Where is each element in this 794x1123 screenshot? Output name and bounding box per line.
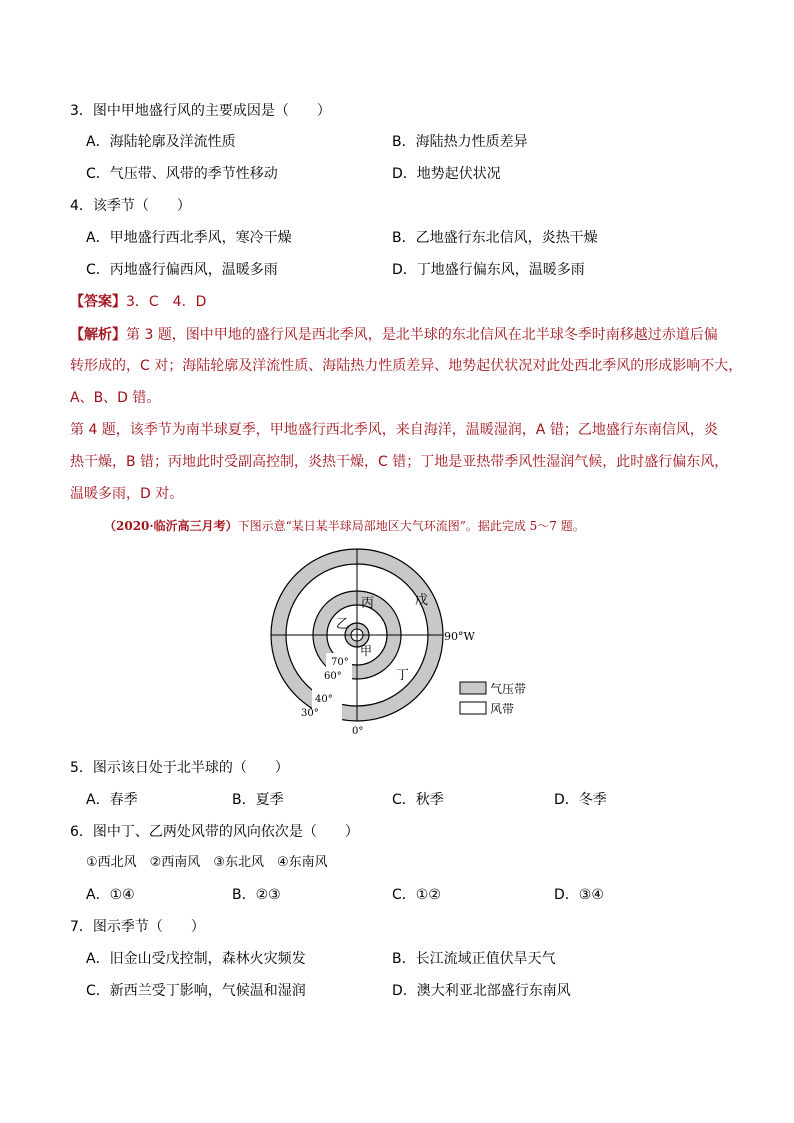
legend-wind-label: 风带	[490, 702, 515, 716]
q6-option-c[interactable]: C．①②	[392, 887, 441, 903]
label-lat60: 60°	[324, 671, 342, 682]
q7-stem: 7．图示季节（ ）	[70, 919, 205, 935]
q3-option-c[interactable]: C．气压带、风带的季节性移动	[86, 166, 278, 182]
analysis-p1-line2: 转形成的，C 对；海陆轮廓及洋流性质、海陆热力性质差异、地势起伏状况对此处西北季风的形成影响不大，	[70, 358, 743, 374]
q6-option-a[interactable]: A．①④	[86, 887, 135, 903]
q3-option-d[interactable]: D．地势起伏状况	[392, 166, 501, 182]
label-wu: 戊	[415, 593, 429, 608]
answer-label: 【答案】	[70, 294, 126, 310]
q6-option-b[interactable]: B．②③	[232, 887, 281, 903]
q5-option-a[interactable]: A．春季	[86, 792, 138, 808]
analysis-p1-line1: 第 3 题，图中甲地的盛行风是西北季风，是北半球的东北信风在北半球冬季时南移越过赤道后偏	[126, 327, 718, 343]
q3-option-b[interactable]: B．海陆热力性质差异	[392, 134, 528, 150]
answer-text: 3．C 4．D	[126, 294, 207, 310]
q4-option-c[interactable]: C．丙地盛行偏西风，温暖多雨	[86, 262, 278, 278]
q7-option-a[interactable]: A．旧金山受戊控制，森林火灾频发	[86, 951, 306, 967]
q4-option-a[interactable]: A．甲地盛行西北季风，寒冷干燥	[86, 230, 292, 246]
section-intro	[104, 516, 585, 536]
q7-option-c[interactable]: C．新西兰受丁影响，气候温和湿润	[86, 983, 306, 999]
q4-option-d[interactable]: D．丁地盛行偏东风，温暖多雨	[392, 262, 585, 278]
circulation-diagram	[260, 548, 560, 748]
label-lat0: 0°	[352, 726, 364, 737]
label-lat30: 30°	[301, 708, 319, 719]
label-jia: 甲	[360, 644, 373, 658]
label-ding: 丁	[396, 668, 410, 683]
q7-option-d[interactable]: D．澳大利亚北部盛行东南风	[392, 983, 571, 999]
label-yi: 乙	[336, 617, 350, 632]
legend-pressure-swatch	[460, 682, 486, 694]
legend-wind-swatch	[460, 702, 486, 714]
label-lat70: 70°	[331, 657, 349, 668]
answer-line	[70, 292, 206, 312]
q6-options-list: ①西北风 ②西南风 ③东北风 ④东南风	[86, 855, 328, 870]
analysis-p2-line1: 第 4 题，该季节为南半球夏季，甲地盛行西北季风，来自海洋，温暖湿润，A 错；乙地盛行东南信风，炎	[70, 422, 718, 438]
q7-option-b[interactable]: B．长江流域正值伏旱天气	[392, 951, 556, 967]
q5-option-d[interactable]: D．冬季	[554, 792, 607, 808]
q3-stem: 3．图中甲地盛行风的主要成因是（ ）	[70, 103, 331, 119]
q3-option-a[interactable]: A．海陆轮廓及洋流性质	[86, 134, 236, 150]
q6-stem: 6．图中丁、乙两处风带的风向依次是（ ）	[70, 824, 359, 840]
intro-source: （2020·临沂高三月考）	[104, 519, 238, 533]
analysis-p2-line3: 温暖多雨，D 对。	[70, 486, 184, 502]
q5-stem: 5．图示该日处于北半球的（ ）	[70, 760, 289, 776]
q5-option-c[interactable]: C．秋季	[392, 792, 444, 808]
legend-pressure-label: 气压带	[490, 682, 527, 696]
analysis-label: 【解析】	[70, 327, 126, 343]
analysis-p1-line3: A、B、D 错。	[70, 390, 161, 406]
q4-option-b[interactable]: B．乙地盛行东北信风，炎热干燥	[392, 230, 598, 246]
q4-stem: 4．该季节（ ）	[70, 198, 191, 214]
q6-option-d[interactable]: D．③④	[554, 887, 604, 903]
label-lat40: 40°	[315, 694, 333, 705]
label-90w: 90°W	[444, 630, 475, 643]
analysis-line-1	[70, 325, 718, 345]
analysis-p2-line2: 热干燥，B 错；丙地此时受副高控制，炎热干燥，C 错；丁地是亚热带季风性湿润气候，此时盛行偏东风，	[70, 454, 729, 470]
label-bing: 丙	[361, 596, 375, 611]
q5-option-b[interactable]: B．夏季	[232, 792, 284, 808]
intro-text: 下图示意“某日某半球局部地区大气环流图”。据此完成 5～7 题。	[237, 519, 585, 533]
